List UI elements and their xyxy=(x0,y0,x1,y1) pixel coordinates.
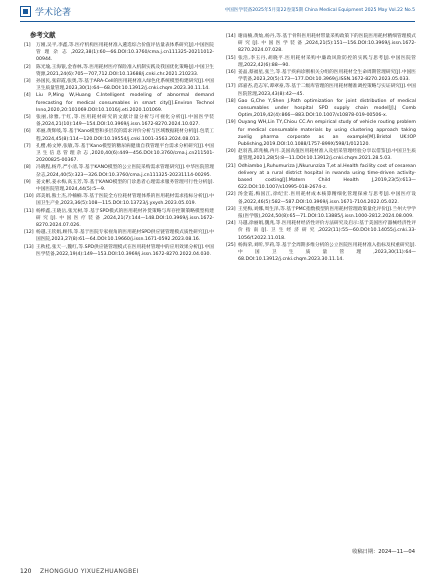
reference-number: [9] xyxy=(24,179,31,185)
reference-number: [2] xyxy=(24,64,31,70)
reference-item xyxy=(24,208,214,230)
reference-text: Gao G,Che Y,Shen J.Path optimization for joint distribution of medical consumables under hospital SPD supply chain model[J].J Comb Optim,2019,42(4):866—883.DOI:10.1007/s10878-019-00506-x. xyxy=(238,98,416,119)
reference-text: 陈光瑜,王海银,金春林,等.医用耗材医疗保险准入机制实践及我国优化策略[J].中国卫生资源,2021,24(6):705—707,712.DOI:10.13688/j.cnki.chr.2021.210233. xyxy=(36,64,214,77)
reference-number: [11] xyxy=(24,208,34,214)
reference-item xyxy=(24,179,214,193)
journal-line: 中国医学装备2025年5月第22卷第5期 China Medical Equipment 2025 May Vol.22 No.5 xyxy=(224,8,415,13)
reference-item xyxy=(226,242,416,264)
reference-text: 杨桦鑫,王晓岳,张光树,等.基于SPD模式的医用耗材补货策略与库存控制策略模型构建研究[J].中国医疗装备,2024,21(7):144—148.DOI:10.3969/j.issn.1672-8270.2024.07.026. xyxy=(36,208,214,229)
reference-text: Ouyang WH,Lin TY,Chiou CC.An empirical study of vehicle routing problem for medical consumable materials by using clustering approach taking zuelig pharma corporate as an example[M].Bristol UK:IOP Publishing,2019.DOI:10.1088/1757-899X/598/1/012120. xyxy=(238,120,416,148)
reference-item xyxy=(226,33,416,55)
reference-text: Odhiambo J,Ruhumuriza J,Nkurunziza T,et al.Health facility cost of cesarean delivery at a rural district hospital in rwanda using time-driven activity-based costing[J].Matern Child Health J,2019,23(5):613—622.DOI:10.1007/s10995-018-2674-z. xyxy=(238,163,416,191)
reference-text: 杨海荣,刘昕,罗莉,等.基于全周期多维分析的公立医院医用耗材准入指标及权重研究[J].中国卫生质量管理,2023,30(11):64—68.DOI:10.13912/j.cnki.chqm.2023.30.11.14. xyxy=(238,242,416,263)
reference-item xyxy=(24,92,214,114)
reference-number: [16] xyxy=(226,70,236,76)
reference-number: [17] xyxy=(226,84,236,90)
reference-text: 赵羽茜,邱兆楠,冉月.美国高值医用耗材准入及招采管理经验分享以借鉴[J].中国卫生质量管理,2021,28(5):8—11.DOI:10.13912/j.cnki.chqm.2021.28.5.03. xyxy=(238,149,416,162)
reference-text: 孙国民,张彩霞,张奥,等.基于ARA-Cell的医用耗材准入绿色化系统模型构建研究[J].中国卫生质量管理,2023,30(1):64—68.DOI:10.13912/j.cnki.chqm.2023.30.11.14. xyxy=(36,79,214,92)
reference-item xyxy=(226,55,416,69)
page-header xyxy=(0,0,427,22)
reference-item xyxy=(226,148,416,162)
reference-text: 王宪梅,刘娜,周生泽,等.基于PMC指数模型的医用耗材管理政策量化评价[J].兰州大学学报(医学版),2024,50(8):65—71.DOI:10.13885/j.issn.1000-2812.2024.08.009. xyxy=(238,206,416,220)
reference-text: 姜文彬,姜永梅,高玉芳,等.基于KANO模型的门诊患者心理需求服务管理可行性分析[J].中国医院管理,2024,44(5):5—9. xyxy=(36,179,214,193)
reference-item xyxy=(24,193,214,207)
reference-number: [13] xyxy=(24,244,34,250)
reference-text: 王秋桂,张天一,魏红,等.SPD供应链管理模式在医用耗材管理中的应用效果分析[J].中国医学装备,2022,19(4):149—153.DOI:10.3969/j.issn.1672-8270.2022.04.030. xyxy=(36,244,214,257)
reference-text: 姜晶,蔡福星,张兰,等.基于疾病诊断相关分组的医用耗材全生命周期管理研究[J].中国医学装备,2023,20(5):173—177.DOI:10.3969/j.ISSN.1672-8270.2023.05.033. xyxy=(238,70,416,83)
reference-text: 万刚,吴平,李鑫,等.医疗机构医用耗材准入遴选综合价值评估量表体系研究[J].中国医院管理杂志,2022,38(1):60—66.DOI:10.3760/cma.j.cn111325-20211012-00944. xyxy=(36,43,214,63)
reference-item xyxy=(24,244,214,258)
references-right-column xyxy=(226,33,416,264)
references-left-column xyxy=(24,42,214,258)
reference-text: 邓丽,黄辉岐,等.基于Kano模型和多层次的需求评价分析与区域数据耗材分析[J].包装工程,2024,45(8):114—120.DOI:10.19554/j.cnki.1001-3563.2024.08.013. xyxy=(36,129,214,142)
page-number: 120 xyxy=(20,568,32,575)
reference-number: [21] xyxy=(226,163,236,169)
reference-item xyxy=(226,206,416,220)
reference-text: 邱美娟,熊士杰,冷楠楠.等.基于医院全方位耗材管理体系的医用耗材需求指标分析[J].中国卫生产业,2023,36(5):108—115.DOI:10.13723/j.yxysh.2023.05.019. xyxy=(36,194,214,207)
reference-text: 孔樱,杨文婷,张敏,等.基于Kano模型的糖尿病健康自我管理平台需求分析研究[J].中国卫生信息管理杂志,2020,40(6):449—456.DOI:10.3760/cma.j.cn211501-20200825-00367. xyxy=(36,143,214,164)
reference-item xyxy=(24,114,214,128)
reference-text: 马越,徐丽娟,魏兆,等.医用耗材经济性评价方法研究及启示:基于美国医疗器械经济性评价指南[J].卫生经济研究,2022(11):55—60.DOI:10.14055/j.cnki.33-1056/f.2022.11.018. xyxy=(238,221,416,241)
reference-item xyxy=(226,220,416,242)
reference-text: 冯晓程,杨芹,严小清,等.基于KANO模型的公立医院采购需求管理研究[J].中华医院管理杂志,2024,40(5):323—326.DOI:10.3760/cma.j.cn111325-20231114-00295. xyxy=(36,165,214,178)
reference-number: [19] xyxy=(226,120,236,126)
reference-number: [5] xyxy=(24,115,31,121)
reference-number: [12] xyxy=(24,230,34,236)
reference-item xyxy=(226,163,416,192)
reference-number: [22] xyxy=(226,192,236,198)
references-heading: 参考文献 xyxy=(30,31,56,39)
reference-number: [6] xyxy=(24,129,31,135)
reference-number: [14] xyxy=(226,34,236,39)
qr-code-icon xyxy=(20,6,31,17)
page-footer xyxy=(0,563,427,579)
journal-pinyin: ZHONGGUO YIXUEZHUANGBEI xyxy=(40,568,139,575)
reference-text: 杨越,王钦娟,顾伟,等.基于医院专家视角的医用耗材SPD供应链管理模式质性研究[J].中国医院,2023,27(8):61—64.DOI:10.19660/j.issn.1671-0592.2023.08.16. xyxy=(36,230,214,243)
reference-number: [3] xyxy=(24,79,31,85)
received-date: 收稿日期：2024—11—04 xyxy=(352,549,415,555)
reference-item xyxy=(226,191,416,205)
reference-text: 邱嘉杏,范志军,谭翠豪,等.基于二级库管理的医用耗材精准调控策略与实证研究[J].中国医院管理,2023,43(8):42—45. xyxy=(238,84,416,97)
reference-number: [8] xyxy=(24,165,31,171)
reference-number: [15] xyxy=(226,55,236,61)
reference-item xyxy=(226,119,416,148)
reference-item xyxy=(226,83,416,97)
reference-text: 谢雨楠,黄灿,杨丹,等.基于骨科医用耗材带量采购政策下的医院医用耗材精细管理模式研究[J].中国医学装备,2024,21(5):151—156.DOI:10.3969/j.issn.1672-8270.2024.07.028. xyxy=(238,34,416,54)
reference-item xyxy=(24,42,214,64)
section-brand: 学术论著 xyxy=(35,8,72,18)
reference-item xyxy=(24,229,214,243)
reference-text: 张浩,李玉丹,胡晓平.医用耗材采购中廉政风险防控的实践与思考[J].中国医院管理,2022,42(6):88—90. xyxy=(238,55,416,68)
reference-number: [7] xyxy=(24,143,31,149)
reference-text: 张丽,徐雅,于红,等.医用耗材研究的文献计量分析与可视化分析[J].中国医学装备,2024,21(10):149—154.DOI:10.3969/j.issn.1672-8270.2024.10.027. xyxy=(36,115,214,128)
reference-item xyxy=(24,78,214,92)
reference-text: Liu P,Ming W,Huang C.Intelligent modeling of abnormal demand forecasting for medical consumables in smart city[J].Environ Technol Inno,2020,20:101069.DOI:10.1016/j.eti.2020.101069. xyxy=(36,93,214,113)
reference-item xyxy=(24,64,214,78)
reference-number: [4] xyxy=(24,93,31,99)
header-divider xyxy=(20,21,415,22)
reference-text: 汤金霞,梅国江,徐纪宏.医用耗材成本核算精细化管理探索与思考[J].中国医疗设备,2022,46(5):582—587.DOI:10.3969/j.issn.1671-7104.2022.05.022. xyxy=(238,192,416,205)
reference-number: [1] xyxy=(24,43,31,48)
reference-number: [23] xyxy=(226,206,236,212)
reference-item xyxy=(226,98,416,120)
reference-item xyxy=(226,69,416,83)
reference-item xyxy=(24,128,214,142)
reference-number: [25] xyxy=(226,242,236,248)
reference-number: [20] xyxy=(226,149,236,155)
reference-number: [10] xyxy=(24,194,34,200)
reference-number: [24] xyxy=(226,221,236,227)
reference-number: [18] xyxy=(226,98,236,104)
reference-item xyxy=(24,143,214,165)
reference-item xyxy=(24,164,214,178)
